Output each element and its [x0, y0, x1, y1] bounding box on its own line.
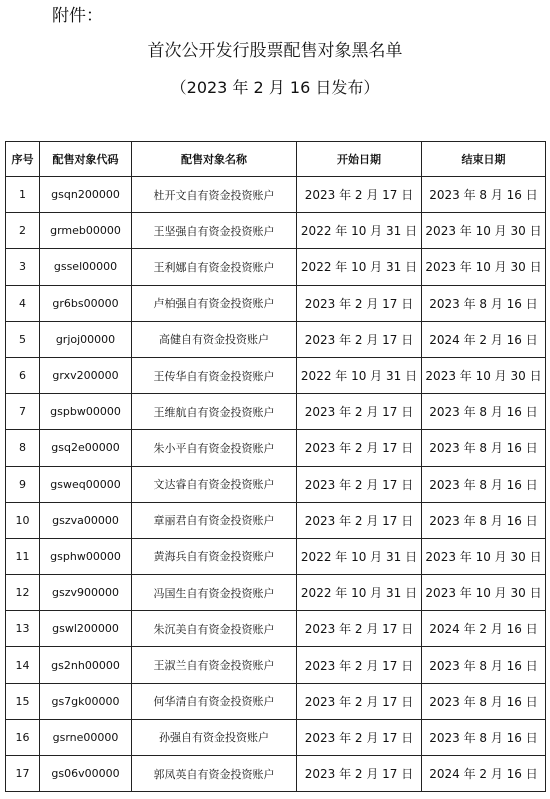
table-row [6, 502, 546, 538]
cell-code: gr6bs00000 [40, 285, 132, 321]
cell-start-date: 2023 年 2 月 17 日 [297, 611, 422, 647]
cell-end-date: 2024 年 2 月 16 日 [422, 321, 546, 357]
cell-code: gspbw00000 [40, 394, 132, 430]
cell-name: 冯国生自有资金投资账户 [132, 575, 297, 611]
cell-start-date: 2023 年 2 月 17 日 [297, 502, 422, 538]
cell-seq: 17 [6, 756, 40, 792]
cell-name: 王淑兰自有资金投资账户 [132, 647, 297, 683]
cell-start-date: 2022 年 10 月 31 日 [297, 538, 422, 574]
cell-code: gsqn200000 [40, 177, 132, 213]
cell-start-date: 2022 年 10 月 31 日 [297, 213, 422, 249]
cell-seq: 4 [6, 285, 40, 321]
cell-end-date: 2023 年 8 月 16 日 [422, 466, 546, 502]
cell-name: 朱沉美自有资金投资账户 [132, 611, 297, 647]
cell-end-date: 2023 年 8 月 16 日 [422, 177, 546, 213]
cell-start-date: 2023 年 2 月 17 日 [297, 321, 422, 357]
table-row [6, 430, 546, 466]
cell-start-date: 2023 年 2 月 17 日 [297, 430, 422, 466]
cell-code: gswl200000 [40, 611, 132, 647]
table-row [6, 213, 546, 249]
cell-start-date: 2023 年 2 月 17 日 [297, 466, 422, 502]
cell-code: gsq2e00000 [40, 430, 132, 466]
cell-seq: 12 [6, 575, 40, 611]
table-row [6, 575, 546, 611]
table-row [6, 683, 546, 719]
cell-code: gsweq00000 [40, 466, 132, 502]
cell-seq: 11 [6, 538, 40, 574]
header-start-date: 开始日期 [297, 142, 422, 177]
table-row [6, 756, 546, 792]
cell-seq: 3 [6, 249, 40, 285]
document-subtitle: （2023 年 2 月 16 日发布） [170, 78, 380, 97]
table-row [6, 285, 546, 321]
table-row [6, 647, 546, 683]
cell-code: gssel00000 [40, 249, 132, 285]
cell-seq: 5 [6, 321, 40, 357]
cell-seq: 2 [6, 213, 40, 249]
cell-seq: 6 [6, 357, 40, 393]
cell-end-date: 2023 年 8 月 16 日 [422, 430, 546, 466]
cell-end-date: 2024 年 2 月 16 日 [422, 611, 546, 647]
cell-start-date: 2023 年 2 月 17 日 [297, 177, 422, 213]
cell-end-date: 2023 年 10 月 30 日 [422, 213, 546, 249]
table-row [6, 249, 546, 285]
cell-end-date: 2023 年 8 月 16 日 [422, 285, 546, 321]
cell-start-date: 2022 年 10 月 31 日 [297, 249, 422, 285]
cell-name: 王利娜自有资金投资账户 [132, 249, 297, 285]
table-row [6, 538, 546, 574]
table-row [6, 466, 546, 502]
cell-code: grmeb00000 [40, 213, 132, 249]
cell-code: gszv900000 [40, 575, 132, 611]
cell-start-date: 2023 年 2 月 17 日 [297, 756, 422, 792]
cell-name: 孙强自有资金投资账户 [132, 719, 297, 755]
cell-end-date: 2023 年 8 月 16 日 [422, 394, 546, 430]
cell-name: 王传华自有资金投资账户 [132, 357, 297, 393]
cell-name: 何华清自有资金投资账户 [132, 683, 297, 719]
cell-code: gs7gk00000 [40, 683, 132, 719]
cell-start-date: 2022 年 10 月 31 日 [297, 575, 422, 611]
table-row [6, 611, 546, 647]
cell-code: gs2nh00000 [40, 647, 132, 683]
cell-code: grjoj00000 [40, 321, 132, 357]
cell-end-date: 2024 年 2 月 16 日 [422, 756, 546, 792]
cell-name: 章丽君自有资金投资账户 [132, 502, 297, 538]
table-row [6, 719, 546, 755]
cell-seq: 15 [6, 683, 40, 719]
cell-code: grxv200000 [40, 357, 132, 393]
cell-seq: 8 [6, 430, 40, 466]
cell-code: gsphw00000 [40, 538, 132, 574]
blacklist-table [5, 141, 546, 792]
cell-seq: 7 [6, 394, 40, 430]
cell-start-date: 2023 年 2 月 17 日 [297, 285, 422, 321]
cell-name: 高健自有资金投资账户 [132, 321, 297, 357]
header-seq: 序号 [6, 142, 40, 177]
table-header-row [6, 142, 546, 177]
table-row [6, 394, 546, 430]
cell-seq: 14 [6, 647, 40, 683]
cell-end-date: 2023 年 10 月 30 日 [422, 357, 546, 393]
cell-end-date: 2023 年 8 月 16 日 [422, 502, 546, 538]
table-row [6, 357, 546, 393]
cell-start-date: 2023 年 2 月 17 日 [297, 719, 422, 755]
table-body [6, 177, 546, 792]
header-end-date: 结束日期 [422, 142, 546, 177]
cell-code: gsrne00000 [40, 719, 132, 755]
cell-name: 卢柏强自有资金投资账户 [132, 285, 297, 321]
cell-start-date: 2022 年 10 月 31 日 [297, 357, 422, 393]
document-title: 首次公开发行股票配售对象黑名单 [147, 41, 403, 61]
cell-name: 王维航自有资金投资账户 [132, 394, 297, 430]
cell-start-date: 2023 年 2 月 17 日 [297, 683, 422, 719]
header-name: 配售对象名称 [132, 142, 297, 177]
cell-name: 黄海兵自有资金投资账户 [132, 538, 297, 574]
header-code: 配售对象代码 [40, 142, 132, 177]
cell-end-date: 2023 年 8 月 16 日 [422, 683, 546, 719]
cell-seq: 16 [6, 719, 40, 755]
attachment-label: 附件： [52, 6, 103, 26]
cell-end-date: 2023 年 10 月 30 日 [422, 575, 546, 611]
cell-seq: 1 [6, 177, 40, 213]
cell-name: 朱小平自有资金投资账户 [132, 430, 297, 466]
cell-seq: 10 [6, 502, 40, 538]
cell-seq: 13 [6, 611, 40, 647]
cell-end-date: 2023 年 8 月 16 日 [422, 719, 546, 755]
cell-name: 杜开文自有资金投资账户 [132, 177, 297, 213]
cell-start-date: 2023 年 2 月 17 日 [297, 394, 422, 430]
cell-end-date: 2023 年 10 月 30 日 [422, 249, 546, 285]
cell-code: gs06v00000 [40, 756, 132, 792]
cell-start-date: 2023 年 2 月 17 日 [297, 647, 422, 683]
cell-name: 王坚强自有资金投资账户 [132, 213, 297, 249]
cell-seq: 9 [6, 466, 40, 502]
cell-name: 文达睿自有资金投资账户 [132, 466, 297, 502]
cell-end-date: 2023 年 10 月 30 日 [422, 538, 546, 574]
cell-name: 郭凤英自有资金投资账户 [132, 756, 297, 792]
table-row [6, 177, 546, 213]
table-row [6, 321, 546, 357]
cell-end-date: 2023 年 8 月 16 日 [422, 647, 546, 683]
cell-code: gszva00000 [40, 502, 132, 538]
